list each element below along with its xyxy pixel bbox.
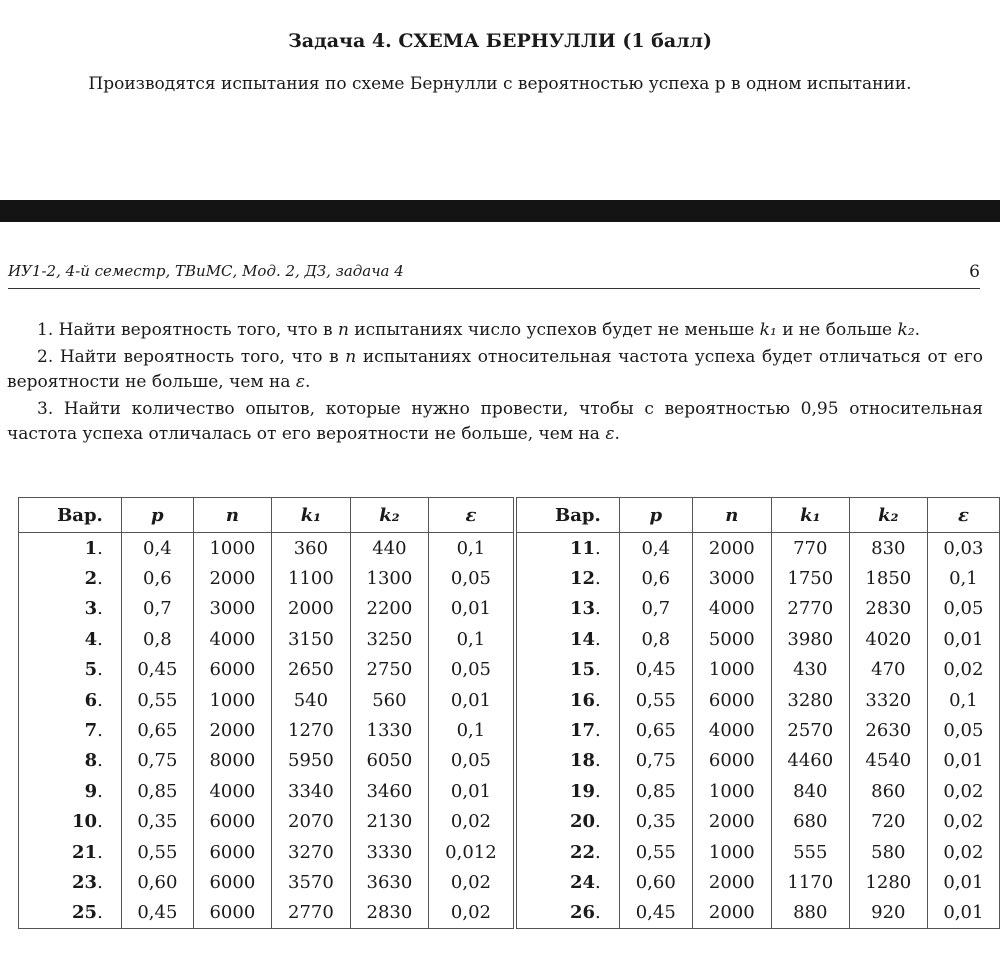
table-cell: 0,60 [121,867,193,897]
table-row [19,898,1000,929]
table-cell: 2770 [771,594,849,624]
variant-number-value: 5 [84,659,98,681]
column-header-label: ε [465,504,477,526]
table-cell: 6000 [193,837,271,867]
table-cell: 0,85 [121,776,193,806]
table-row [19,776,1000,806]
table-cell: 0,02 [428,807,515,837]
variant-number: 1. [19,533,122,564]
table-cell: 1170 [771,867,849,897]
table-row [19,655,1000,685]
table-cell: 1100 [271,563,350,593]
variant-number-value: 14 [569,628,596,650]
variant-number: 20. [515,807,619,837]
table-cell: 0,1 [428,715,515,745]
table-cell: 0,7 [619,594,692,624]
table-cell: 3270 [271,837,350,867]
table-cell: 2130 [350,807,428,837]
variant-number-value: 1 [84,537,98,559]
task-item [7,397,983,447]
table-cell: 580 [849,837,927,867]
table-cell: 0,02 [927,807,999,837]
variant-number-value: 10 [72,811,98,833]
table-cell: 0,7 [121,594,193,624]
variant-number: 4. [19,624,122,654]
variant-number-value: 11 [569,537,596,559]
variant-number: 6. [19,685,122,715]
table-cell: 0,03 [927,533,999,564]
table-cell: 0,8 [619,624,692,654]
table-cell: 0,45 [121,898,193,929]
table-cell: 6000 [193,655,271,685]
column-header [19,498,122,533]
table-cell: 2830 [350,898,428,929]
task-subtitle: Производятся испытания по схеме Бернулли с вероятностью успеха p в одном испытании. [88,74,912,94]
table-cell: 0,65 [619,715,692,745]
variant-number-value: 3 [84,598,98,620]
table-cell: 2000 [193,715,271,745]
table-cell: 1330 [350,715,428,745]
task-list [7,318,983,449]
column-header-label: Вар. [57,504,103,526]
table-cell: 540 [271,685,350,715]
task-title: Задача 4. СХЕМА БЕРНУЛЛИ (1 балл) [288,30,712,52]
column-header [121,498,193,533]
table-cell: 5950 [271,746,350,776]
table-cell: 0,02 [927,837,999,867]
table-cell: 6000 [193,807,271,837]
table-cell: 4540 [849,746,927,776]
task-item [7,318,983,343]
table-cell: 1850 [849,563,927,593]
table-cell: 2000 [692,533,771,564]
table-cell: 555 [771,837,849,867]
variant-number: 10. [19,807,122,837]
column-header-label: k₁ [300,504,322,526]
table-cell: 0,05 [428,563,515,593]
math-symbol: n [337,320,349,340]
table-cell: 1270 [271,715,350,745]
table-cell: 0,012 [428,837,515,867]
running-head-text: ИУ1-2, 4-й семестр, ТВиМС, Мод. 2, ДЗ, задача 4 [8,262,404,280]
table-cell: 0,01 [927,746,999,776]
table-row [19,746,1000,776]
task-text: . [614,424,620,444]
table-cell: 0,05 [428,655,515,685]
variant-number: 19. [515,776,619,806]
table-cell: 0,02 [927,655,999,685]
variant-number: 7. [19,715,122,745]
table-cell: 0,02 [428,867,515,897]
variant-number: 11. [515,533,619,564]
column-header-label: k₁ [800,504,821,526]
task-text: и не больше [776,320,898,340]
table-cell: 4000 [692,594,771,624]
table-cell: 0,60 [619,867,692,897]
variant-number-value: 8 [84,750,98,772]
variant-number-value: 23 [72,871,98,893]
variant-number-value: 17 [569,720,596,742]
math-symbol: ε [605,424,615,444]
running-head [8,262,980,289]
page-number: 6 [969,262,980,282]
table-cell: 0,75 [121,746,193,776]
table-row [19,715,1000,745]
table-cell: 3980 [771,624,849,654]
table-cell: 0,01 [927,624,999,654]
table-cell: 3630 [350,867,428,897]
task-text: . [305,372,311,392]
table-cell: 0,05 [428,746,515,776]
variant-number: 3. [19,594,122,624]
table-cell: 5000 [692,624,771,654]
table-cell: 0,4 [121,533,193,564]
table-cell: 2000 [692,807,771,837]
table-cell: 0,1 [927,563,999,593]
table-cell: 3000 [692,563,771,593]
math-symbol: k₁ [759,320,777,340]
table-cell: 6000 [692,685,771,715]
variant-number-value: 15 [569,659,596,681]
table-cell: 2650 [271,655,350,685]
variant-number: 2. [19,563,122,593]
variant-number: 15. [515,655,619,685]
variant-number-value: 2 [84,568,98,590]
table-cell: 0,05 [927,594,999,624]
table-cell: 2750 [350,655,428,685]
table-cell: 2070 [271,807,350,837]
table-cell: 1000 [692,776,771,806]
table-cell: 1000 [193,533,271,564]
variant-number: 26. [515,898,619,929]
table-cell: 1000 [692,655,771,685]
table-cell: 0,85 [619,776,692,806]
task-text: 2. Найти вероятность того, что в [37,347,346,367]
table-cell: 2770 [271,898,350,929]
table-cell: 2000 [692,867,771,897]
variant-number: 18. [515,746,619,776]
variant-number: 25. [19,898,122,929]
table-cell: 4460 [771,746,849,776]
table-cell: 3340 [271,776,350,806]
table-cell: 2000 [271,594,350,624]
table-cell: 0,35 [619,807,692,837]
table-cell: 840 [771,776,849,806]
table-cell: 0,01 [428,594,515,624]
column-header-label: Вар. [555,504,601,526]
table-cell: 0,4 [619,533,692,564]
table-cell: 0,01 [927,867,999,897]
table-cell: 0,55 [121,685,193,715]
variant-number-value: 24 [569,871,596,893]
column-header-label: p [649,504,663,526]
table-cell: 830 [849,533,927,564]
table-cell: 2000 [692,898,771,929]
table-cell: 720 [849,807,927,837]
table-cell: 6050 [350,746,428,776]
table-cell: 0,75 [619,746,692,776]
math-symbol: k₂ [897,320,915,340]
table-cell: 2000 [193,563,271,593]
variant-number: 24. [515,867,619,897]
column-header-label: k₂ [878,504,899,526]
table-row [19,685,1000,715]
table-cell: 4020 [849,624,927,654]
column-header [849,498,927,533]
column-header [692,498,771,533]
table-cell: 3570 [271,867,350,897]
column-header [193,498,271,533]
column-header [515,498,619,533]
math-symbol: n [345,347,357,367]
column-header-label: ε [957,504,969,526]
table-cell: 6000 [692,746,771,776]
table-cell: 1000 [193,685,271,715]
variant-number-value: 19 [569,780,596,802]
variant-number: 14. [515,624,619,654]
table-cell: 560 [350,685,428,715]
table-cell: 0,1 [927,685,999,715]
table-cell: 920 [849,898,927,929]
variant-number-value: 7 [84,720,98,742]
table-cell: 1000 [692,837,771,867]
variant-number-value: 13 [569,598,596,620]
table-cell: 6000 [193,898,271,929]
table-cell: 430 [771,655,849,685]
table-header-row [19,498,1000,533]
task-text: 3. Найти количество опытов, которые нужно провести, чтобы с вероятностью 0,95 относительная частота успеха отличалась от его вероятности не больше, чем на [7,399,983,444]
table-row [19,594,1000,624]
table-cell: 680 [771,807,849,837]
table-cell: 3250 [350,624,428,654]
column-header [350,498,428,533]
table-cell: 0,45 [619,655,692,685]
table-cell: 0,01 [428,685,515,715]
variants-table [18,497,1000,929]
table-cell: 3330 [350,837,428,867]
table-cell: 0,55 [121,837,193,867]
table-row [19,837,1000,867]
task-text: испытаниях число успехов будет не меньше [348,320,760,340]
table-cell: 1280 [849,867,927,897]
task-text: испытаниях относительная частота успеха будет отличаться от его вероятности не больше, чем на [7,347,983,392]
variant-number-value: 26 [569,902,596,924]
table-cell: 440 [350,533,428,564]
table-cell: 4000 [692,715,771,745]
variant-number-value: 20 [569,811,596,833]
variant-number: 16. [515,685,619,715]
table-cell: 2570 [771,715,849,745]
variant-number: 5. [19,655,122,685]
column-header [771,498,849,533]
table-cell: 0,8 [121,624,193,654]
column-header [927,498,999,533]
table-cell: 770 [771,533,849,564]
variant-number: 21. [19,837,122,867]
variant-number-value: 9 [84,780,98,802]
table-cell: 0,1 [428,624,515,654]
table-cell: 1750 [771,563,849,593]
table-cell: 0,55 [619,837,692,867]
table-cell: 3000 [193,594,271,624]
page-separator [0,200,1000,222]
table-cell: 2830 [849,594,927,624]
table-cell: 0,1 [428,533,515,564]
column-header-label: p [151,504,164,526]
variant-number: 9. [19,776,122,806]
table-row [19,807,1000,837]
column-header-label: n [225,504,239,526]
table-cell: 3150 [271,624,350,654]
table-cell: 0,01 [428,776,515,806]
table-cell: 0,01 [927,898,999,929]
table-cell: 0,45 [121,655,193,685]
table-row [19,867,1000,897]
table-cell: 880 [771,898,849,929]
variant-number-value: 6 [84,689,98,711]
table-row [19,624,1000,654]
table-cell: 0,35 [121,807,193,837]
table-cell: 0,02 [428,898,515,929]
table-cell: 3280 [771,685,849,715]
table-row [19,563,1000,593]
variant-number: 22. [515,837,619,867]
task-item [7,345,983,395]
table-cell: 0,65 [121,715,193,745]
table-cell: 0,55 [619,685,692,715]
table-cell: 2630 [849,715,927,745]
table-cell: 2200 [350,594,428,624]
variant-number: 12. [515,563,619,593]
table-cell: 360 [271,533,350,564]
table-row [19,533,1000,564]
math-symbol: ε [295,372,306,392]
column-header [619,498,692,533]
variant-number-value: 22 [569,841,596,863]
table-cell: 0,02 [927,776,999,806]
variant-number: 13. [515,594,619,624]
variant-number-value: 18 [569,750,596,772]
column-header-label: n [725,504,739,526]
variant-number: 17. [515,715,619,745]
table-cell: 6000 [193,867,271,897]
variant-number-value: 12 [569,568,596,590]
table-cell: 8000 [193,746,271,776]
task-text: 1. Найти вероятность того, что в [37,320,338,340]
table-cell: 0,45 [619,898,692,929]
table-cell: 0,6 [121,563,193,593]
variant-number: 23. [19,867,122,897]
variant-number: 8. [19,746,122,776]
variant-number-value: 16 [569,689,596,711]
table-cell: 1300 [350,563,428,593]
variant-number-value: 25 [72,902,98,924]
table-cell: 860 [849,776,927,806]
table-cell: 0,6 [619,563,692,593]
column-header-label: k₂ [379,504,400,526]
variant-number-value: 21 [72,841,98,863]
task-text: . [914,320,921,340]
table-cell: 3320 [849,685,927,715]
column-header [428,498,515,533]
table-cell: 4000 [193,624,271,654]
column-header [271,498,350,533]
table-cell: 4000 [193,776,271,806]
table-cell: 0,05 [927,715,999,745]
table-cell: 3460 [350,776,428,806]
table-cell: 470 [849,655,927,685]
variant-number-value: 4 [84,628,98,650]
